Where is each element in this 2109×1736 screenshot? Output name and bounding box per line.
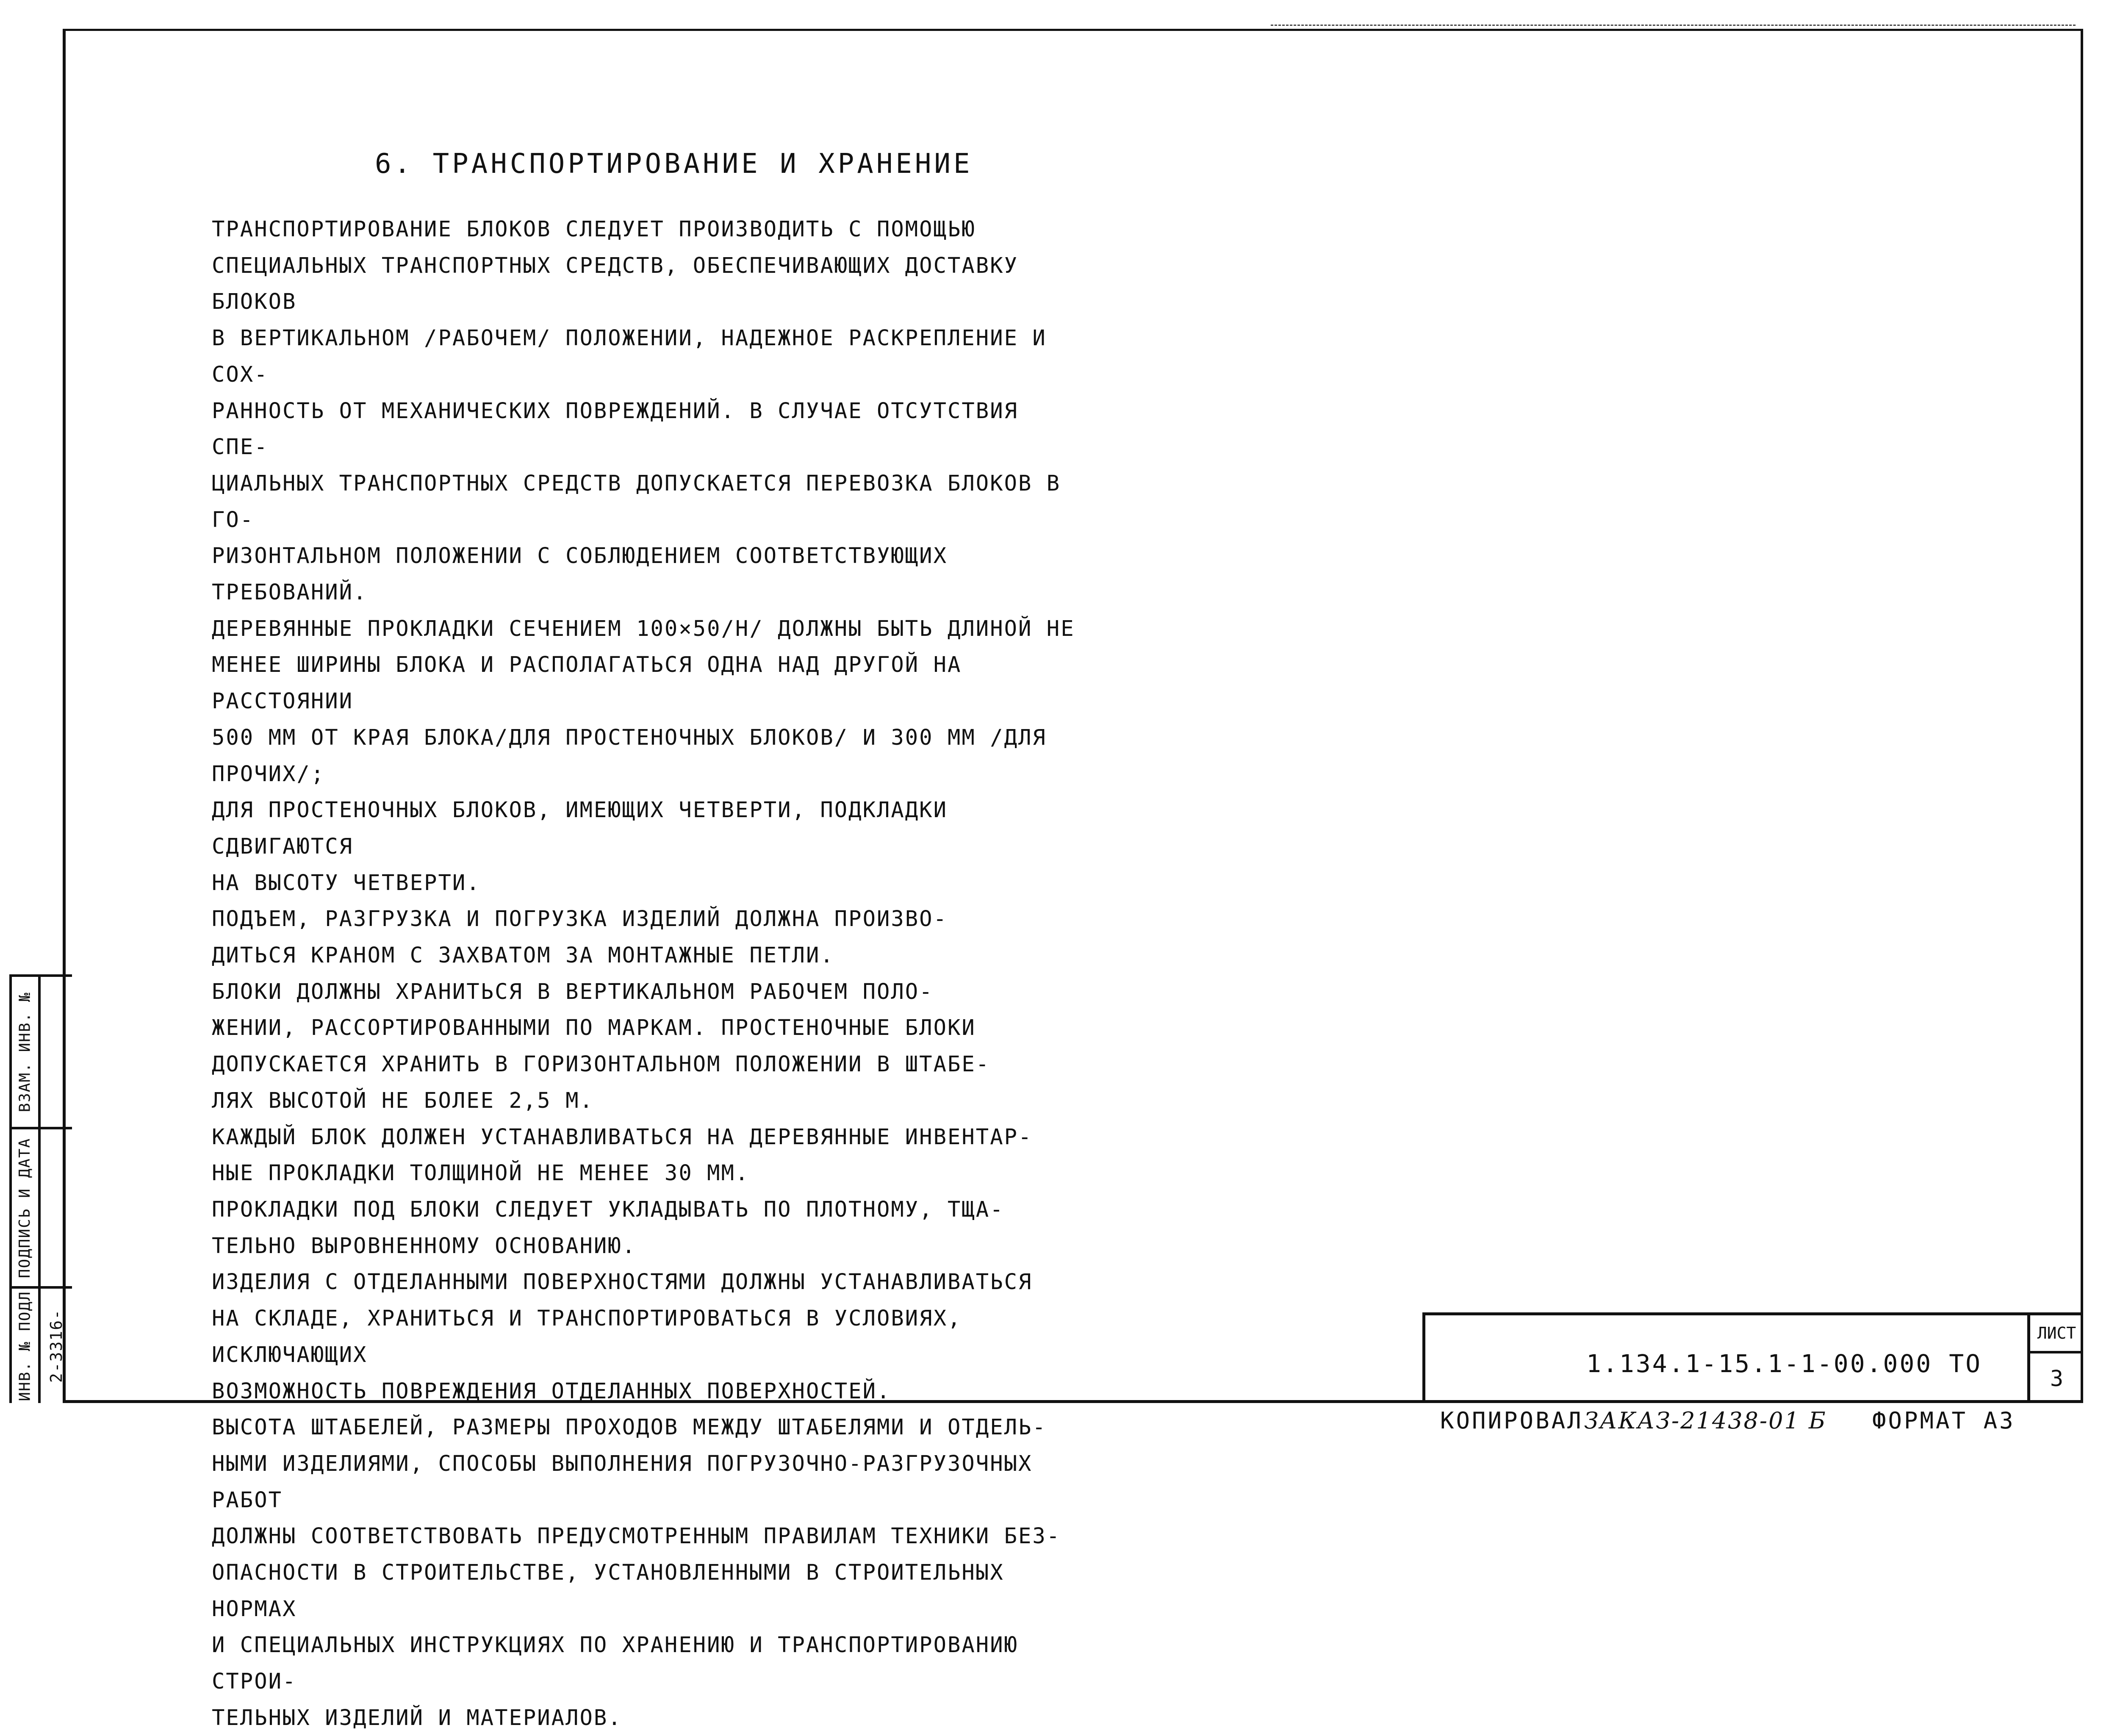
cell-vzam-inv xyxy=(12,974,38,1127)
binding-strip xyxy=(9,974,72,1403)
sheet-number: 3 xyxy=(2050,1366,2064,1392)
copied-label: КОПИРОВАЛ xyxy=(1440,1407,1583,1434)
paragraph-base: ПРОКЛАДКИ ПОД БЛОКИ СЛЕДУЕТ УКЛАДЫВАТЬ ПО ПЛОТНОМУ, ТЩА- ТЕЛЬНО ВЫРОВНЕННОМУ ОСНОВАНИЮ. xyxy=(212,1196,1004,1258)
document-code: 1.134.1-15.1-1-00.000 ТО xyxy=(1586,1349,1982,1378)
paragraph-stack-height: ВЫСОТА ШТАБЕЛЕЙ, РАЗМЕРЫ ПРОХОДОВ МЕЖДУ ШТАБЕЛЯМИ И ОТДЕЛЬ- НЫМИ ИЗДЕЛИЯМИ, СПОСОБЫ ВЫПОЛНЕНИЯ ПОГРУЗОЧНО-РАЗГРУЗОЧНЫХ РАБОТ ДОЛЖНЫ СООТВЕТСТВОВАТЬ ПРЕДУСМОТРЕННЫМ ПРАВИЛАМ ТЕХНИКИ БЕЗ- ОПАСНОСТИ В СТРОИТЕЛЬСТВЕ, УСТАНОВЛЕННЫМИ В СТРОИТЕЛЬНЫХ НОРМАХ И СПЕЦИАЛЬНЫХ ИНСТРУКЦИЯХ ПО ХРАНЕНИЮ И ТРАНСПОРТИРОВАНИЮ СТРОИ- ТЕЛЬНЫХ ИЗДЕЛИЙ И МАТЕРИАЛОВ. xyxy=(212,1414,1061,1730)
footer xyxy=(1440,1407,2076,1441)
paragraph-supports: КАЖДЫЙ БЛОК ДОЛЖЕН УСТАНАВЛИВАТЬСЯ НА ДЕРЕВЯННЫЕ ИНВЕНТАР- НЫЕ ПРОКЛАДКИ ТОЛЩИНОЙ НЕ МЕНЕЕ 30 ММ. xyxy=(212,1124,1033,1186)
section-title: 6. ТРАНСПОРТИРОВАНИЕ И ХРАНЕНИЕ xyxy=(375,148,973,180)
sheet-box xyxy=(2027,1315,2083,1403)
order-number: ЗАКАЗ-21438-01 Б xyxy=(1584,1407,1827,1434)
binding-strip-values xyxy=(38,974,72,1403)
cell-podpis-data xyxy=(12,1127,38,1286)
sheet-label: ЛИСТ xyxy=(2030,1315,2083,1353)
cell-vzam-inv-value xyxy=(41,974,72,1127)
format-label: ФОРМАТ А3 xyxy=(1872,1407,2015,1434)
body-text xyxy=(212,211,1089,1736)
inv-podl-number: 2-3316- xyxy=(47,1309,66,1383)
paragraph-lifting: ПОДЪЕМ, РАЗГРУЗКА И ПОГРУЗКА ИЗДЕЛИЙ ДОЛЖНА ПРОИЗВО- ДИТЬСЯ КРАНОМ С ЗАХВАТОМ ЗА МОНТАЖНЫЕ ПЕТЛИ. xyxy=(212,906,948,968)
label-podpis-data: ПОДПИСЬ И ДАТА xyxy=(16,1137,34,1278)
cell-podpis-data-value xyxy=(41,1127,72,1286)
top-dashed-edge xyxy=(1271,25,2076,26)
label-inv-podl: ИНВ. № ПОДЛ xyxy=(16,1290,34,1401)
label-vzam-inv: ВЗАМ. ИНВ. № xyxy=(16,991,34,1112)
cell-inv-podl xyxy=(12,1286,38,1403)
cell-inv-podl-value xyxy=(41,1286,72,1403)
paragraph-finished-surfaces: ИЗДЕЛИЯ С ОТДЕЛАННЫМИ ПОВЕРХНОСТЯМИ ДОЛЖНЫ УСТАНАВЛИВАТЬСЯ НА СКЛАДЕ, ХРАНИТЬСЯ И ТРАНСПОРТИРОВАТЬСЯ В УСЛОВИЯХ, ИСКЛЮЧАЮЩИХ ВОЗМОЖНОСТЬ ПОВРЕЖДЕНИЯ ОТДЕЛАННЫХ ПОВЕРХНОСТЕЙ. xyxy=(212,1269,1033,1403)
paragraph-transport: ТРАНСПОРТИРОВАНИЕ БЛОКОВ СЛЕДУЕТ ПРОИЗВОДИТЬ С ПОМОЩЬЮ СПЕЦИАЛЬНЫХ ТРАНСПОРТНЫХ СРЕДСТВ, ОБЕСПЕЧИВАЮЩИХ ДОСТАВКУ БЛОКОВ В ВЕРТИКАЛЬНОМ /РАБОЧЕМ/ ПОЛОЖЕНИИ, НАДЕЖНОЕ РАСКРЕПЛЕНИЕ И СОХ- РАННОСТЬ ОТ МЕХАНИЧЕСКИХ ПОВРЕЖДЕНИЙ. В СЛУЧАЕ ОТСУТСТВИЯ СПЕ- ЦИАЛЬНЫХ ТРАНСПОРТНЫХ СРЕДСТВ ДОПУСКАЕТСЯ ПЕРЕВОЗКА БЛОКОВ В ГО- РИЗОНТАЛЬНОМ ПОЛОЖЕНИИ С СОБЛЮДЕНИЕМ СООТВЕТСТВУЮЩИХ ТРЕБОВАНИЙ. ДЕРЕВЯННЫЕ ПРОКЛАДКИ СЕЧЕНИЕМ 100×50/H/ ДОЛЖНЫ БЫТЬ ДЛИНОЙ НЕ МЕНЕЕ ШИРИНЫ БЛОКА И РАСПОЛАГАТЬСЯ ОДНА НАД ДРУГОЙ НА РАССТОЯНИИ 500 ММ ОТ КРАЯ БЛОКА/ДЛЯ ПРОСТЕНОЧНЫХ БЛОКОВ/ И 300 ММ /ДЛЯ ПРОЧИХ/; ДЛЯ ПРОСТЕНОЧНЫХ БЛОКОВ, ИМЕЮЩИХ ЧЕТВЕРТИ, ПОДКЛАДКИ СДВИГАЮТСЯ НА ВЫСОТУ ЧЕТВЕРТИ. xyxy=(212,216,1075,895)
paragraph-storage: БЛОКИ ДОЛЖНЫ ХРАНИТЬСЯ В ВЕРТИКАЛЬНОМ РАБОЧЕМ ПОЛО- ЖЕНИИ, РАССОРТИРОВАННЫМИ ПО МАРКАМ. ПРОСТЕНОЧНЫЕ БЛОКИ ДОПУСКАЕТСЯ ХРАНИТЬ В ГОРИЗОНТАЛЬНОМ ПОЛОЖЕНИИ В ШТАБЕ- ЛЯХ ВЫСОТОЙ НЕ БОЛЕЕ 2,5 М. xyxy=(212,979,990,1113)
binding-strip-labels xyxy=(9,974,38,1403)
title-block xyxy=(1422,1312,2083,1403)
